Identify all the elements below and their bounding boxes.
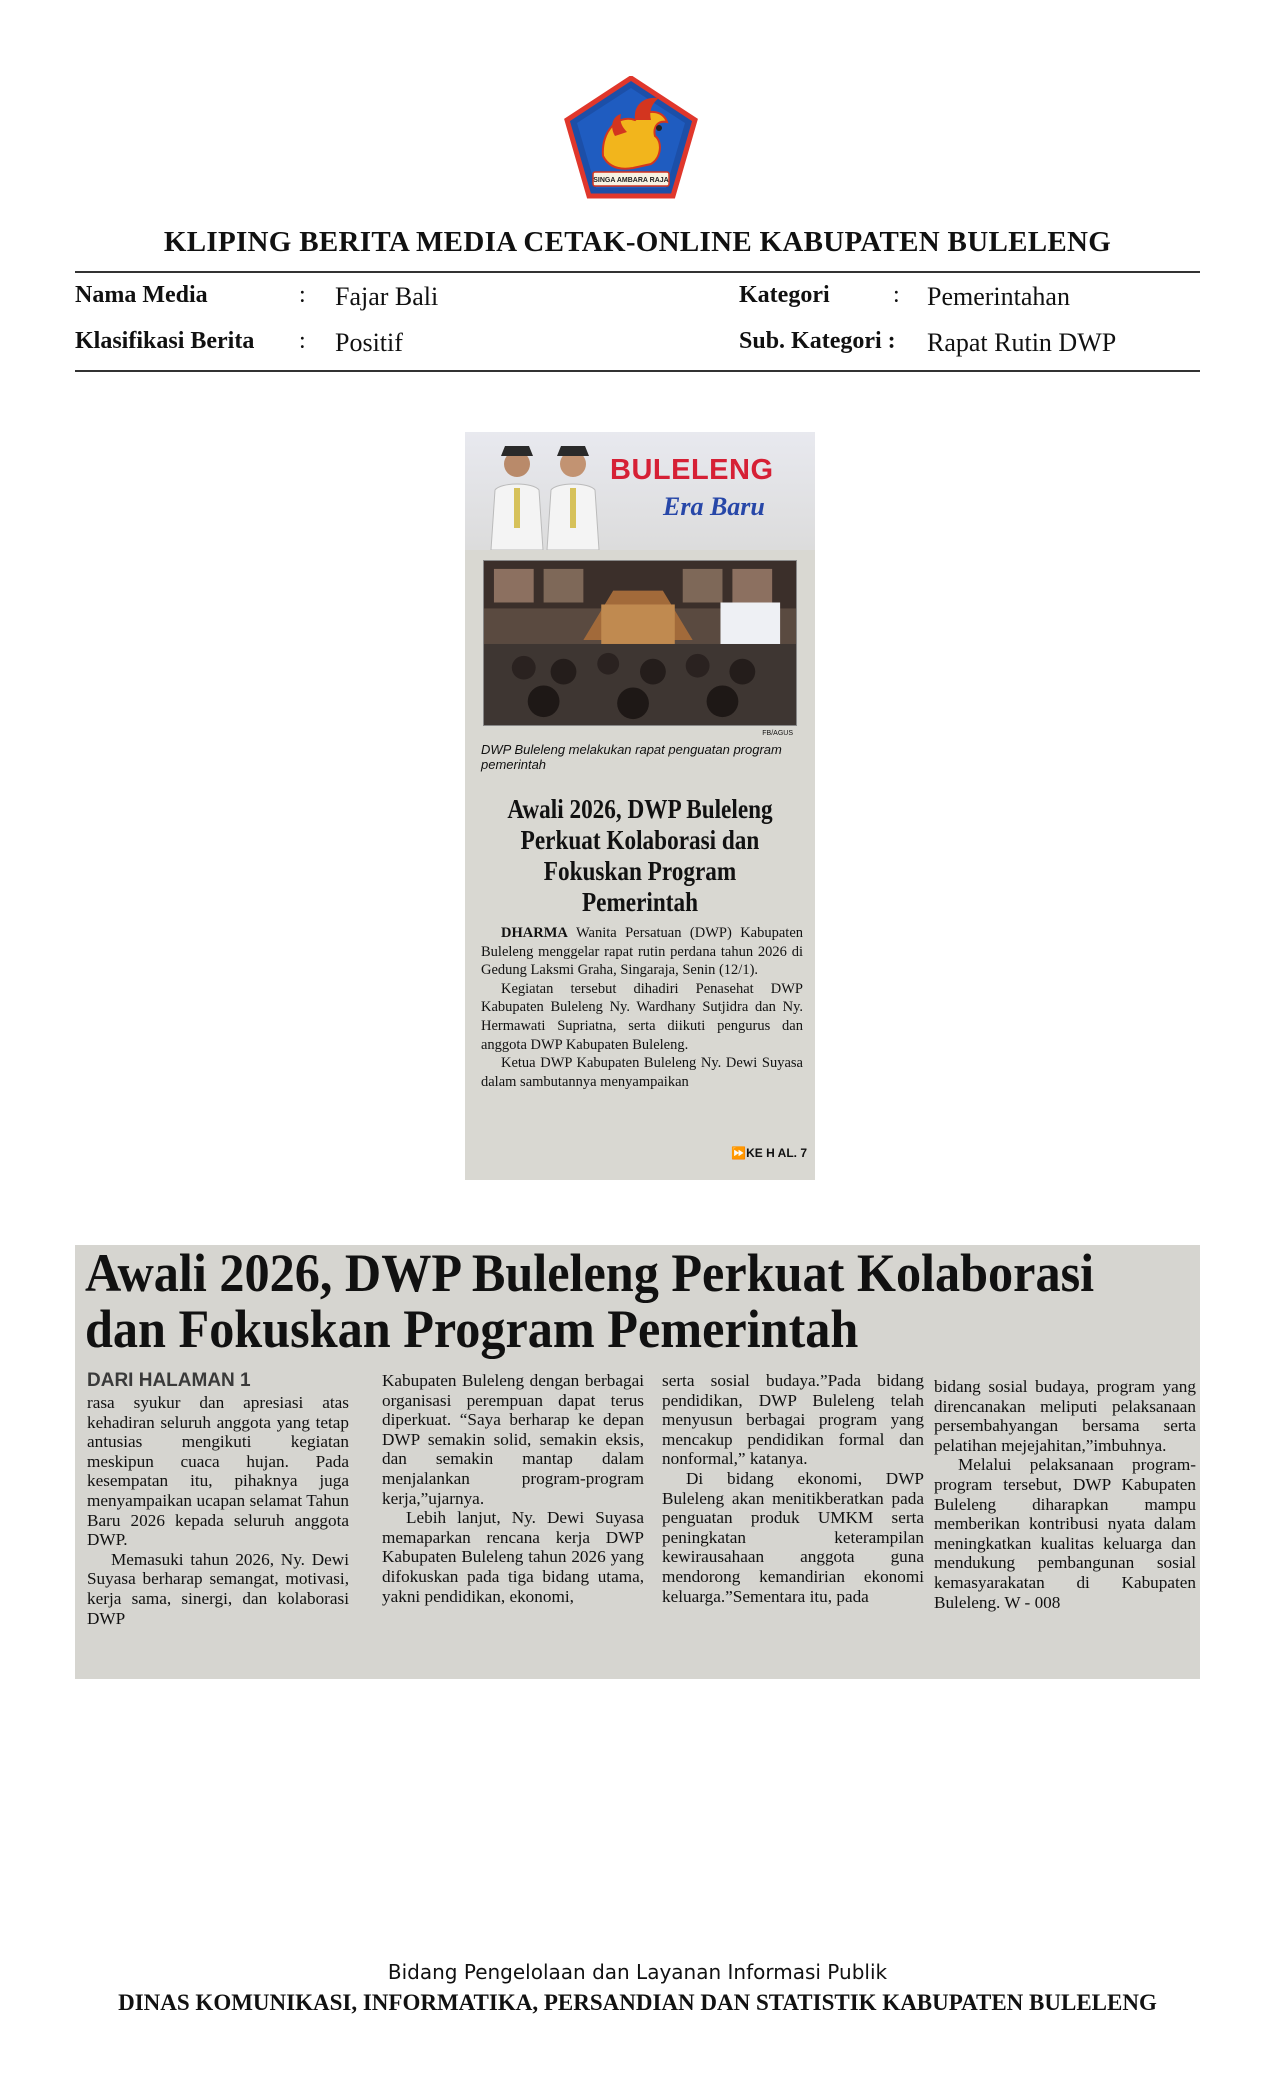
media-value: Fajar Bali xyxy=(335,282,439,311)
column-1-paragraph-2: Memasuki tahun 2026, Ny. Dewi Suyasa berharap semangat, motivasi, kerja sama, sinergi, dan kolaborasi DWP xyxy=(87,1549,349,1628)
classification-label: Klasifikasi Berita xyxy=(75,328,255,354)
column-3-paragraph-1: serta sosial budaya.”Pada bidang pendidikan, DWP Buleleng telah menyusun berbagai program yang mencakup pendidikan formal dan nonformal,” katanya. xyxy=(662,1371,924,1469)
official-portrait-left xyxy=(487,438,547,550)
continued-label: KE H AL. 7 xyxy=(746,1146,807,1160)
regency-emblem-logo xyxy=(563,76,699,200)
logo-caption: SINGA AMBARA RAJA xyxy=(593,177,669,184)
continued-marker: ⏩KE H AL. 7 xyxy=(731,1146,807,1160)
meta-row-1 xyxy=(75,282,1200,316)
article-paragraph-1 xyxy=(481,924,803,980)
front-page-clipping xyxy=(465,432,815,1180)
brand-subtitle: Era Baru xyxy=(663,492,765,521)
column-2-paragraph-2: Lebih lanjut, Ny. Dewi Suyasa memaparkan rencana kerja DWP Kabupaten Buleleng tahun 2026 yang difokuskan pada tiga bidang utama, yakni pendidikan, ekonomi, xyxy=(382,1508,644,1606)
article-body xyxy=(481,924,803,1091)
article-lead-rest: Wanita Persatuan (DWP) Kabupaten Buleleng menggelar rapat rutin perdana tahun 2026 di Gedung Laksmi Graha, Singaraja, Senin (12/1). xyxy=(481,925,803,979)
article-paragraph-2: Kegiatan tersebut dihadiri Penasehat DWP Kabupaten Buleleng Ny. Wardhany Sutjidra dan Ny. Hermawati Supriatna, serta diikuti pengurus dan anggota DWP Kabupaten Buleleng. xyxy=(481,980,803,1053)
top-divider xyxy=(75,271,1200,273)
media-label: Nama Media xyxy=(75,282,208,308)
article-lead-word: DHARMA xyxy=(501,925,568,941)
column-4-paragraph-2: Melalui pelaksanaan program-program tersebut, DWP Kabupaten Buleleng diharapkan mampu memberikan kontribusi nyata dalam meningkatkan kualitas keluarga dan mendukung pembangunan sosial kemasyarakatan di Kabupaten Buleleng. W - 008 xyxy=(934,1455,1196,1612)
article-column-4 xyxy=(934,1377,1196,1612)
category-colon: : xyxy=(893,282,900,308)
meeting-photo xyxy=(483,560,797,726)
photo-caption: DWP Buleleng melakukan rapat penguatan program pemerintah xyxy=(481,742,782,772)
footer-agency: DINAS KOMUNIKASI, INFORMATIKA, PERSANDIAN DAN STATISTIK KABUPATEN BULELENG xyxy=(118,1990,1157,2015)
category-label: Kategori xyxy=(739,282,830,308)
article-headline: Awali 2026, DWP Buleleng Perkuat Kolaborasi dan Fokuskan Program Pemerintah xyxy=(507,794,773,917)
meta-divider xyxy=(75,370,1200,372)
article-column-2 xyxy=(382,1371,644,1606)
photo-credit: FB/AGUS xyxy=(762,730,793,737)
from-page-label: DARI HALAMAN 1 xyxy=(87,1370,251,1391)
subcategory-label: Sub. Kategori : xyxy=(739,328,896,354)
article-column-1 xyxy=(87,1393,349,1628)
subcategory-value: Rapat Rutin DWP xyxy=(927,328,1117,357)
category-value: Pemerintahan xyxy=(927,282,1070,311)
continued-article-clipping xyxy=(75,1245,1200,1679)
column-1-paragraph-1: rasa syukur dan apresiasi atas kehadiran seluruh anggota yang tetap antusias mengikuti kegiatan meskipun cuaca hujan. Pada kesempatan itu, pihaknya juga menyampaikan ucapan selamat Tahun Baru 2026 kepada seluruh anggota DWP. xyxy=(87,1393,349,1550)
article-column-3 xyxy=(662,1371,924,1606)
article-paragraph-3: Ketua DWP Kabupaten Buleleng Ny. Dewi Suyasa dalam sambutannya menyampaikan xyxy=(481,1055,803,1090)
media-colon: : xyxy=(299,282,306,308)
section-banner xyxy=(465,432,815,550)
classification-value: Positif xyxy=(335,328,403,357)
column-3-paragraph-2: Di bidang ekonomi, DWP Buleleng akan menitikberatkan pada penguatan produk UMKM serta peningkatan keterampilan kewirausahaan anggota guna mendorong kemandirian ekonomi keluarga.”Sementara itu, pada xyxy=(662,1468,924,1606)
brand-title: BULELENG xyxy=(610,454,774,486)
continued-headline: Awali 2026, DWP Buleleng Perkuat Kolaborasi dan Fokuskan Program Pemerintah xyxy=(85,1245,1095,1359)
classification-colon: : xyxy=(299,328,306,354)
page-title: KLIPING BERITA MEDIA CETAK-ONLINE KABUPATEN BULELENG xyxy=(163,226,1112,258)
meta-row-2 xyxy=(75,328,1200,362)
column-2-paragraph-1: Kabupaten Buleleng dengan berbagai organisasi perempuan dapat terus diperkuat. “Saya berharap ke depan DWP semakin solid, semakin eksis, dan semakin mantap dalam menjalankan program-program kerja,”ujarnya. xyxy=(382,1371,644,1508)
column-4-paragraph-1: bidang sosial budaya, program yang direncanakan meliputi pelaksanaan persembahyangan bersama serta pelatihan mejejahitan,”imbuhnya. xyxy=(934,1377,1196,1455)
footer-department: Bidang Pengelolaan dan Layanan Informasi Publik xyxy=(387,1960,888,1984)
official-portrait-right xyxy=(543,438,603,550)
